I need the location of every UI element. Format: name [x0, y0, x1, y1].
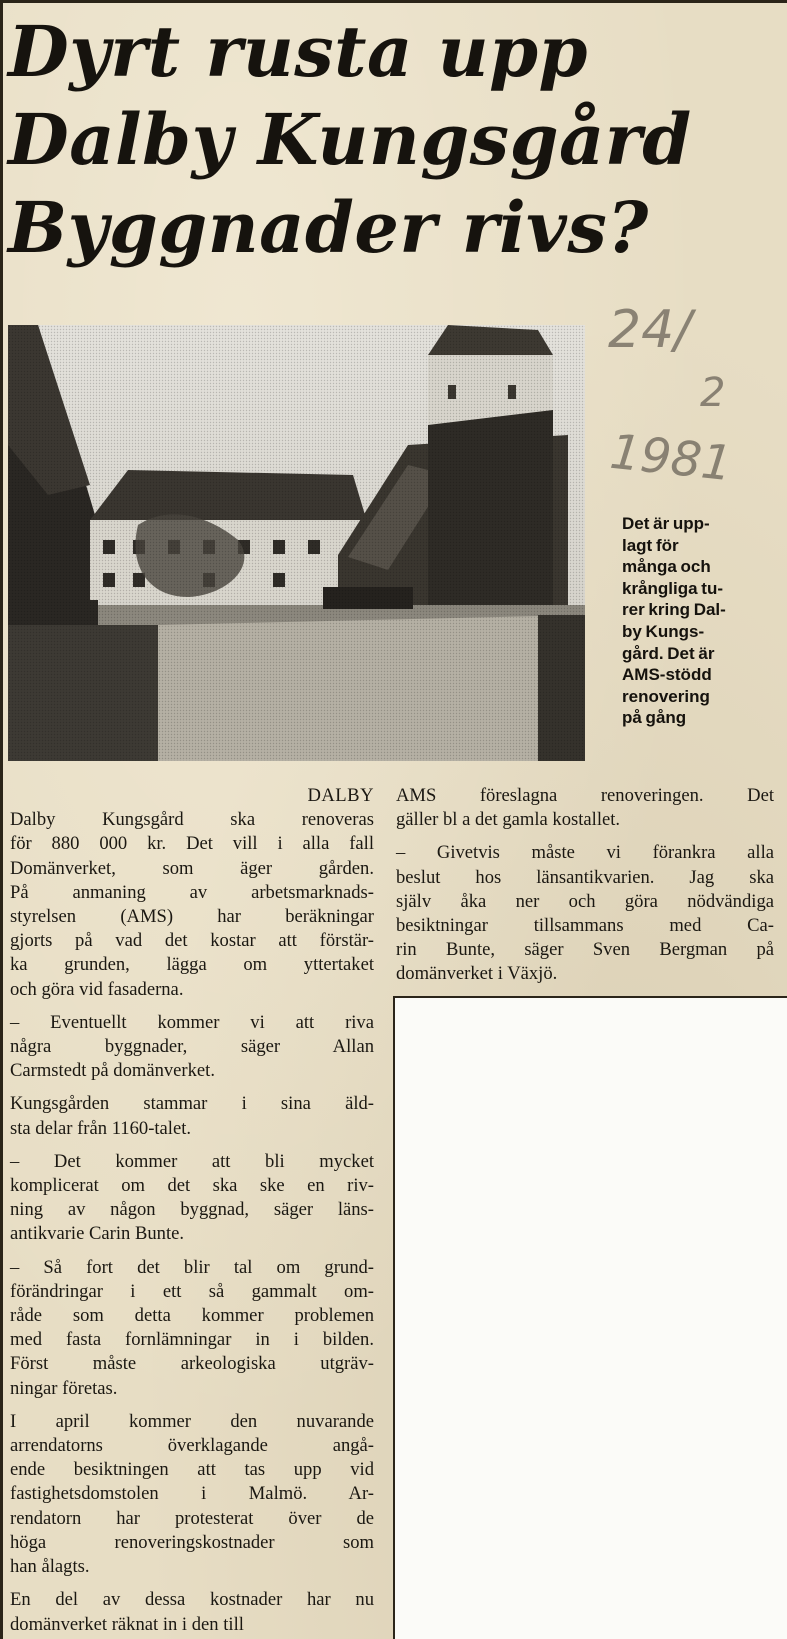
handwritten-date: [600, 300, 770, 510]
text-line: fastighetsdomstolen i Malmö. Ar-: [10, 1483, 374, 1505]
column-rule-horizontal: [393, 996, 787, 998]
caption-line: på gång: [622, 708, 687, 728]
paragraph: [10, 1256, 374, 1401]
text-line: AMS föreslagna renoveringen. Det: [396, 785, 774, 806]
text-line: – Så fort det blir tal om grund-: [10, 1256, 374, 1278]
caption-line: lagt för: [622, 535, 679, 555]
article-column-right: [396, 784, 774, 987]
text-line: – Det kommer att bli mycket: [10, 1150, 374, 1172]
caption-line: rer kring Dal-: [622, 600, 726, 620]
paragraph: [396, 841, 774, 986]
text-line: Carmstedt på domänverket.: [10, 1060, 215, 1082]
text-line: Domänverket, som äger gården.: [10, 857, 374, 879]
text-line: ka grunden, lägga om yttertaket: [10, 954, 374, 976]
text-line: sta delar från 1160-talet.: [10, 1117, 192, 1139]
column-rule-vertical: [393, 996, 395, 1639]
paragraph: [10, 1410, 374, 1579]
text-line: domänverket räknat in i den till: [10, 1613, 244, 1635]
paragraph-gap: [10, 1141, 374, 1150]
text-line: besiktningar tillsammans med Ca-: [396, 915, 774, 937]
text-line: rendatorn har protesterat över de: [10, 1507, 374, 1529]
text-line: gäller bl a det gamla kostallet.: [396, 809, 621, 831]
text-line: för 880 000 kr. Det vill i alla fall: [10, 833, 374, 855]
text-line: råde som detta kommer problemen: [10, 1305, 374, 1327]
text-line: Kungsgården stammar i sina äld-: [10, 1093, 374, 1115]
text-line: med fasta fornlämningar in i bilden.: [10, 1329, 374, 1351]
caption-line: gård. Det är: [622, 643, 715, 663]
text-line: han ålagts.: [10, 1556, 90, 1578]
text-line: beslut hos länsantikvarien. Jag ska: [396, 866, 774, 888]
headline-line-2: Dalby Kungsgård: [8, 98, 692, 181]
text-line: arrendatorns överklagande angå-: [10, 1435, 374, 1457]
text-line: ningar företas.: [10, 1377, 118, 1399]
text-line: antikvarie Carin Bunte.: [10, 1223, 185, 1245]
dateline: DALBY: [307, 785, 374, 806]
caption-line: många och: [622, 557, 711, 577]
paragraph-gap: [10, 1002, 374, 1011]
paragraph-gap: [10, 1083, 374, 1092]
text-line: styrelsen (AMS) har beräkningar: [10, 906, 374, 928]
text-line: gjorts på vad det kostar att förstär-: [10, 930, 374, 952]
blank-area: [395, 998, 787, 1639]
text-line: ning av någon byggnad, säger läns-: [10, 1199, 374, 1221]
caption-line: renovering: [622, 686, 710, 706]
text-line: – Givetvis måste vi förankra alla: [396, 842, 774, 864]
text-line: I april kommer den nuvarande: [10, 1410, 374, 1432]
paragraph-gap: [10, 1579, 374, 1588]
paragraph-gap: [10, 1247, 374, 1256]
handwritten-date-year: 1981: [607, 423, 735, 493]
headline: [8, 8, 778, 272]
text-line: Dalby Kungsgård ska renoveras: [10, 809, 374, 831]
photo-dalby-kungsgard: [8, 325, 585, 761]
caption-line: by Kungs-: [622, 621, 705, 641]
article-body-left: [10, 808, 374, 1637]
paragraph: [10, 1092, 374, 1140]
photo-caption: [622, 513, 772, 729]
text-line: ende besiktningen att tas upp vid: [10, 1459, 374, 1481]
text-line: En del av dessa kostnader har nu: [10, 1589, 374, 1611]
paragraph: [10, 808, 374, 1002]
paragraph: [396, 784, 774, 832]
paragraph: [10, 1150, 374, 1247]
handwritten-date-day: 24/: [608, 300, 692, 360]
caption-line: krångliga tu-: [622, 578, 724, 598]
text-line: komplicerat om det ska ske en riv-: [10, 1175, 374, 1197]
text-line: och göra vid fasaderna.: [10, 978, 184, 1000]
text-line: rin Bunte, säger Sven Bergman på: [396, 939, 774, 961]
paragraph: [10, 1588, 374, 1636]
text-line: förändringar i ett så gammalt om-: [10, 1280, 374, 1302]
caption-line: Det är upp-: [622, 514, 710, 533]
text-line: – Eventuellt kommer vi att riva: [10, 1011, 374, 1033]
paragraph-gap: [10, 1401, 374, 1410]
caption-line: AMS-stödd: [622, 665, 712, 685]
text-line: några byggnader, säger Allan: [10, 1036, 374, 1058]
headline-line-3: Byggnader rivs?: [8, 186, 649, 269]
paragraph: [10, 1011, 374, 1084]
text-line: Först måste arkeologiska utgräv-: [10, 1353, 374, 1375]
text-line: höga renoveringskostnader som: [10, 1531, 374, 1553]
article-column-left: [10, 784, 374, 1637]
headline-line-1: Dyrt rusta upp: [8, 10, 588, 93]
article-body-right: [396, 784, 774, 987]
text-line: domänverket i Växjö.: [396, 963, 558, 985]
text-line: På anmaning av arbetsmarknads-: [10, 881, 374, 903]
paragraph-gap: [396, 832, 774, 841]
text-line: själv åka ner och göra nödvändiga: [396, 890, 774, 912]
handwritten-date-month: 2: [700, 370, 726, 416]
